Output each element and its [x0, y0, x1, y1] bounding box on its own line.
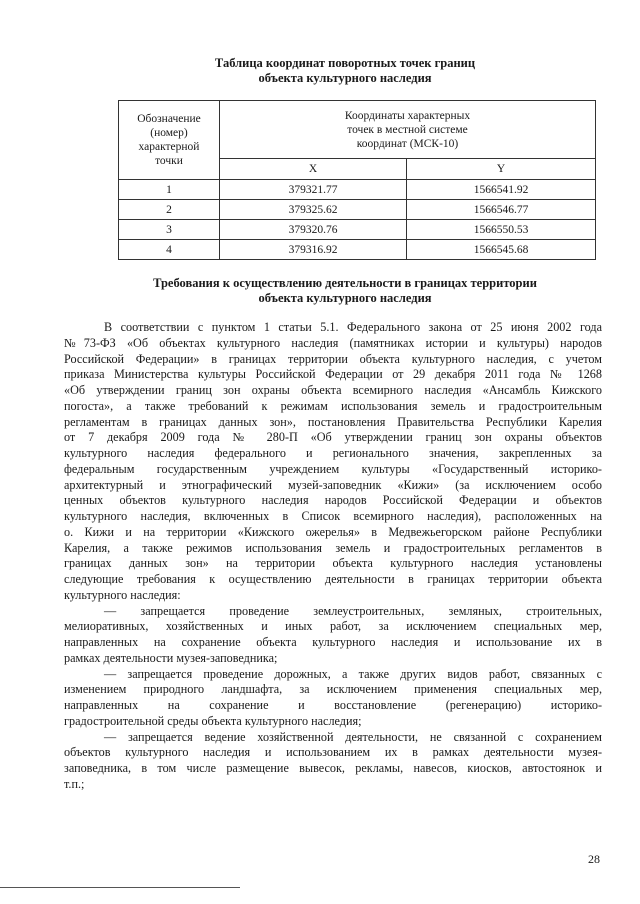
body-line: культурного наследия, включенных в Список всемирного наследия), расположенных на — [64, 509, 602, 523]
x-value: 379320.76 — [220, 220, 407, 240]
x-value: 379321.77 — [220, 180, 407, 200]
list-item-line: — запрещается проведение дорожных, а также других видов работ, связанных с — [104, 666, 602, 681]
body-line: ценных объектов культурного наследия народов Российской Федерации и объектов — [64, 493, 602, 508]
body-line: культурного наследия федерального и регионального значения, закрепленных за — [64, 446, 602, 460]
table-row — [119, 200, 596, 220]
list-item-line: т.п.; — [64, 776, 85, 791]
body-line: регламентам в границах данных зон», постановления Правительства Республики Карелия — [64, 414, 602, 429]
list-item-line: — запрещается ведение хозяйственной деятельности, не связанной с сохранением — [104, 729, 602, 744]
point-number: 2 — [119, 200, 220, 220]
y-value: 1566550.53 — [407, 220, 596, 240]
y-value: 1566545.68 — [407, 240, 596, 260]
body-line: архитектурный и этнографический музей-заповедник «Кижи» (за исключением особо — [64, 477, 602, 492]
page-number: 28 — [588, 852, 600, 866]
body-line: федеральным государственным учреждением культуры «Государственный историко- — [64, 461, 602, 476]
table-title-line-1: Таблица координат поворотных точек границ — [214, 56, 476, 70]
list-item-line: — запрещается проведение землеустроительных, земляных, строительных, — [104, 603, 602, 618]
table-title — [80, 56, 610, 86]
body-line: погоста», а также требований к режимам использования земель и градостроительным — [64, 398, 602, 413]
list-item-line: объектов культурного наследия и использованием их в рамках деятельности музея- — [64, 745, 602, 760]
body-line: от 7 декабря 2009 года № 280-П «Об утверждении границ зон охраны объектов — [64, 430, 602, 445]
body-line: границах данных зон» на территории объекта культурного наследия установлены — [64, 556, 602, 571]
table-row — [119, 220, 596, 240]
body-line: №73-ФЗ «Об объектах культурного наследия (памятниках истории и культуры) народов — [64, 335, 602, 350]
x-value: 379316.92 — [220, 240, 407, 260]
requirements-heading-line-1: Требования к осуществлению деятельности в границах территории — [153, 276, 537, 290]
coordinates-header: Координаты характерных точек в местной системе координат (МСК-10) — [220, 101, 596, 159]
point-number: 1 — [119, 180, 220, 200]
body-line: В соответствии с пунктом 1 статьи 5.1. Федерального закона от 25 июня 2002 года — [104, 320, 602, 334]
table-row — [119, 180, 596, 200]
body-line: приказа Министерства культуры Российской Федерации от 29 декабря 2011 года № 1268 — [64, 367, 602, 382]
footer-divider — [0, 887, 240, 888]
requirements-heading — [80, 276, 610, 306]
body-text — [64, 320, 602, 793]
body-line: Карелия, а также режимов использования земель и градостроительных регламентов в — [64, 540, 602, 555]
y-value: 1566541.92 — [407, 180, 596, 200]
list-item-line: направленных на сохранение объекта культурного наследия и использование их в — [64, 635, 602, 649]
body-line: следующие требования к осуществлению деятельности в границах территории объекта — [64, 572, 602, 586]
list-item-line: изменением природного ландшафта, за исключением применения специальных мер, — [64, 682, 602, 697]
table-title-line-2: объекта культурного наследия — [258, 71, 432, 85]
body-line: Российской Федерации» в границах территории объекта культурного наследия, с учетом — [64, 351, 602, 366]
x-value: 379325.62 — [220, 200, 407, 220]
y-header: Y — [407, 159, 596, 180]
body-line: о. Кижи и на территории «Кижского ожерелья» в Медвежьегорском районе Республики — [64, 524, 602, 539]
body-line: культурного наследия: — [64, 587, 181, 602]
list-item-line: направленных на сохранение и восстановление (регенерацию) историко- — [64, 698, 602, 712]
list-item-line: мелиоративных, хозяйственных и иных работ, за исключением специальных мер, — [64, 619, 602, 634]
point-number: 4 — [119, 240, 220, 260]
table-row — [119, 240, 596, 260]
list-item-line: заповедника, в том числе размещение вывесок, рекламы, навесов, киосков, автостоянок и — [64, 761, 602, 775]
y-value: 1566546.77 — [407, 200, 596, 220]
designation-header: Обозначение (номер) характерной точки — [119, 101, 220, 180]
list-item-line: градостроительной среды объекта культурного наследия; — [64, 713, 362, 728]
coordinates-table — [118, 100, 596, 260]
point-number: 3 — [119, 220, 220, 240]
x-header: X — [220, 159, 407, 180]
list-item-line: рамках деятельности музея-заповедника; — [64, 650, 278, 665]
requirements-heading-line-2: объекта культурного наследия — [258, 291, 432, 305]
body-line: «Об утверждении границ зон охраны объекта всемирного наследия «Ансамбль Кижского — [64, 383, 602, 397]
